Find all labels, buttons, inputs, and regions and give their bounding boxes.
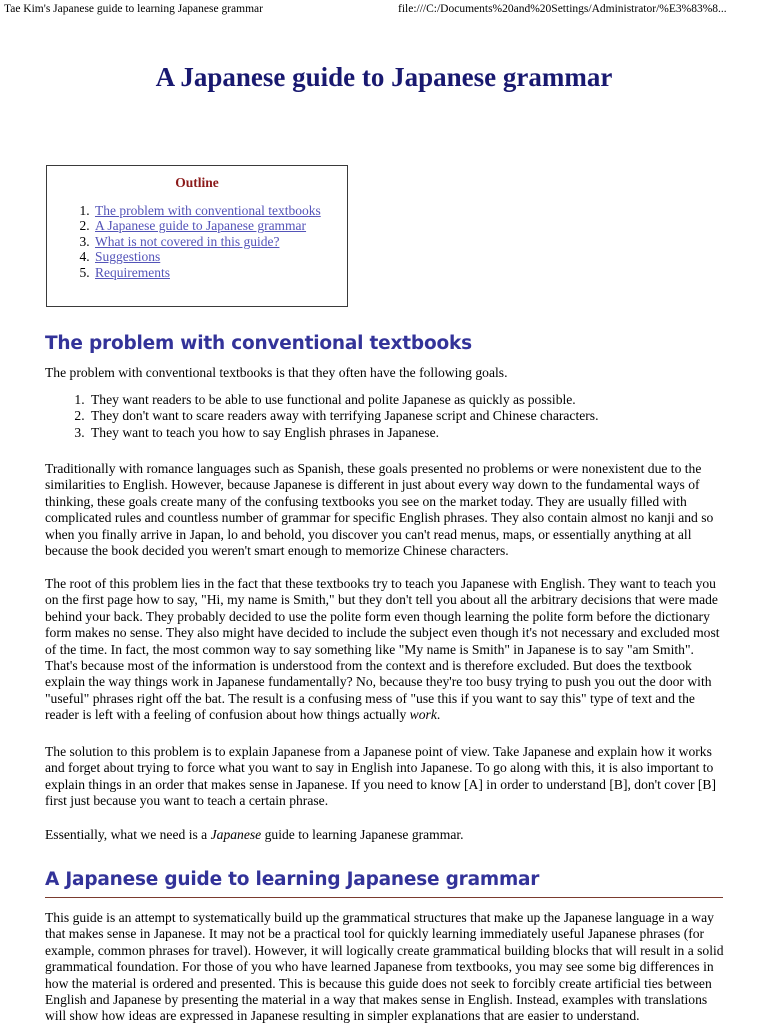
paragraph-essentially-emphasis: Japanese — [210, 827, 262, 842]
list-item — [93, 218, 347, 233]
list-item — [93, 265, 347, 280]
section-divider — [45, 897, 723, 898]
list-item: 2. They don't want to scare readers away with terrifying Japanese script and Chinese characters. — [88, 408, 767, 424]
list-item — [93, 234, 347, 249]
page-title: A Japanese guide to Japanese grammar — [155, 62, 613, 92]
section-heading-japanese-guide-to-learning-japanese-grammar: A Japanese guide to learning Japanese grammar — [45, 869, 540, 890]
print-header-document-title: Tae Kim's Japanese guide to learning Japanese grammar — [4, 3, 263, 15]
paragraph-intro: The problem with conventional textbooks is that they often have the following goals. — [45, 365, 508, 380]
paragraph-root-of-problem — [45, 576, 724, 724]
paragraph-root-text-b: . — [436, 707, 441, 723]
outline-heading: Outline — [175, 175, 219, 190]
paragraph-root-text-a: The root of this problem lies in the fact that these textbooks try to teach you Japanese with English. They want to teach you on the first page how to say, "Hi, my name is Smith," but they don't tell you about all the arbitrary decisions that were made behind your back. They probably decided to use the polite form even though learning the polite form before the dictionary form makes no sense. They also might have decided to include the subject even though it's not necessary and excluded most of the time. In fact, the most common way to say something like "My name is Smith" in Japanese is to say "am Smith". That's because most of the information is understood from the context and is therefore excluded. But does the textbook explain the way things work in Japanese fundamentally? No, because they're too busy trying to push you out the door with "useful" phrases right off the bat. The result is a confusing mess of "use this if you want to say this" type of text and the reader is left with a feeling of confusion about how things actually — [45, 576, 720, 723]
paragraph-traditionally: Traditionally with romance languages such as Spanish, these goals presented no problems or were nonexistent due to the similarities to English. However, because Japanese is different in just about every way down to the fundamental ways of thinking, these goals create many of the confusing textbooks you see on the market today. They are usually filled with complicated rules and countless number of grammar for specific English phrases. They also contain almost no kanji and so when you finally arrive in Japan, lo and behold, you discover you can't read menus, maps, or essentially anything at all because the book decided you weren't smart enough to memorize Chinese characters. — [45, 461, 714, 559]
outline-list — [47, 203, 347, 280]
outline-link-requirements[interactable]: Requirements — [95, 264, 170, 280]
print-header-file-url: file:///C:/Documents%20and%20Settings/Administrator/%E3%83%8... — [398, 3, 727, 15]
paragraph-essentially-text-b: guide to learning Japanese grammar. — [261, 827, 464, 842]
list-item — [93, 249, 347, 264]
paragraph-root-emphasis: work — [409, 707, 437, 723]
paragraph-essentially — [45, 827, 724, 843]
outline-link-problem-with-conventional-textbooks[interactable]: The problem with conventional textbooks — [95, 203, 321, 218]
print-header — [0, 0, 768, 20]
paragraph-essentially-text-a: Essentially, what we need is a — [45, 827, 211, 842]
list-item: 3. They want to teach you how to say English phrases in Japanese. — [88, 425, 767, 441]
list-item — [93, 203, 347, 218]
list-item: 1. They want readers to be able to use functional and polite Japanese as quickly as possible. — [88, 392, 767, 408]
outline-link-japanese-guide-to-japanese-grammar[interactable]: A Japanese guide to Japanese grammar — [95, 218, 307, 234]
outline-link-what-is-not-covered[interactable]: What is not covered in this guide? — [95, 233, 280, 249]
outline-link-suggestions[interactable]: Suggestions — [95, 249, 161, 265]
paragraph-guide-description: This guide is an attempt to systematically build up the grammatical structures that make up the Japanese language in a way that makes sense in Japanese. It may not be a practical tool for quickly learning immediately useful Japanese phrases (for example, common phrases for travel). However, it will logically create grammatical building blocks that will result in a solid grammatical foundation. For those of you who have learned Japanese from textbooks, you may see some big differences in how the material is ordered and presented. This is because this guide does not seek to forcibly create artificial ties between English and Japanese by presenting the material in a way that makes sense in English. Instead, examples with translations will show how ideas are expressed in Japanese resulting in simpler explanations that are easier to understand. — [45, 910, 724, 1024]
goals-list — [45, 392, 767, 441]
outline-box — [46, 165, 348, 307]
section-heading-problem-with-conventional-textbooks: The problem with conventional textbooks — [45, 333, 472, 354]
paragraph-solution: The solution to this problem is to explain Japanese from a Japanese point of view. Take Japanese and explain how it works and forget about trying to force what you want to say in English into Japanese. To go along with this, it is also important to explain things in an order that makes sense in Japanese. If you need to know [A] in order to understand [B], don't cover [B] first just because you want to teach a certain phrase. — [45, 744, 717, 809]
